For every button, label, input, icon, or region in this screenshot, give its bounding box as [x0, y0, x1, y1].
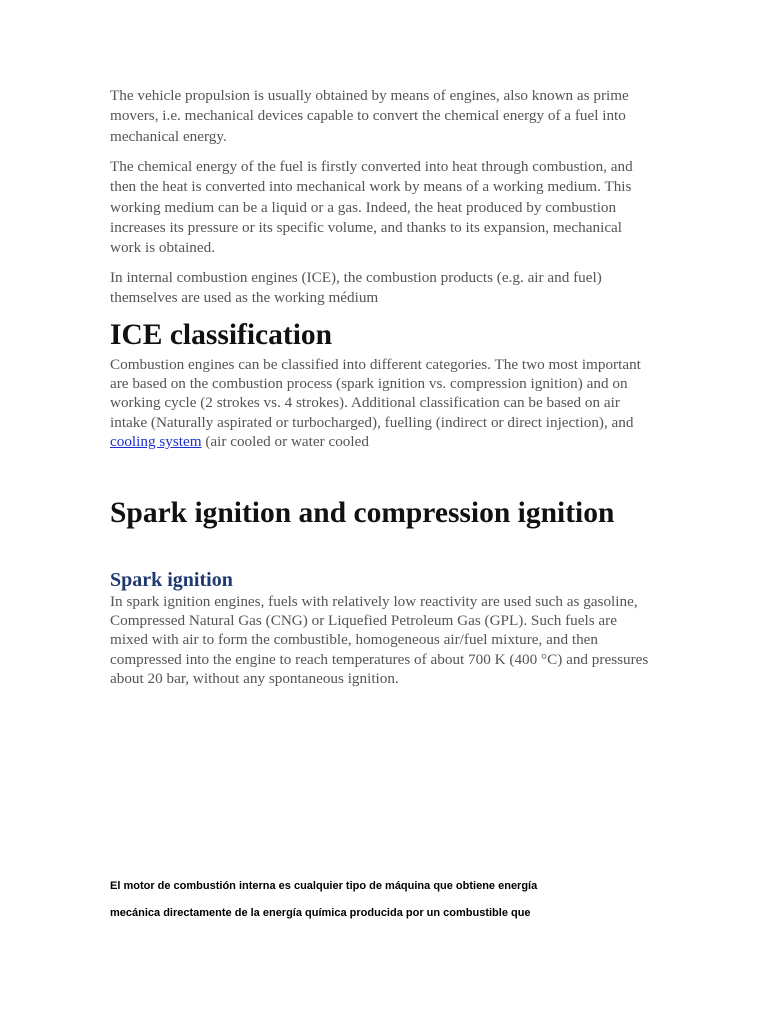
- ice-classification-text-end: (air cooled or water cooled: [201, 432, 369, 450]
- ice-classification-paragraph: [110, 355, 655, 451]
- ice-classification-heading: ICE classification: [110, 319, 333, 351]
- intro-paragraph-3: In internal combustion engines (ICE), the combustion products (e.g. air and fuel) themselves are used as the working médium: [110, 269, 602, 307]
- cooling-system-link[interactable]: cooling system: [110, 432, 202, 450]
- spark-compression-heading: Spark ignition and compression ignition: [110, 497, 615, 529]
- spanish-line-1: El motor de combustión interna es cualquier tipo de máquina que obtiene energía: [110, 880, 538, 892]
- spark-ignition-subheading: Spark ignition: [110, 569, 233, 591]
- intro-paragraph-1: The vehicle propulsion is usually obtained by means of engines, also known as prime movers, i.e. mechanical devices capable to convert the chemical energy of a fuel into mechanical energy.: [110, 87, 629, 145]
- ice-classification-text: Combustion engines can be classified into different categories. The two most important are based on the combustion process (spark ignition vs. compression ignition) and on working cycle (2 strokes vs. 4 strokes). Additional classification can be based on air intake (Naturally aspirated or turbocharged), fuelling (indirect or direct injection), and: [110, 356, 641, 431]
- spark-ignition-paragraph: In spark ignition engines, fuels with relatively low reactivity are used such as gasoline, Compressed Natural Gas (CNG) or Liquefied Petroleum Gas (GPL). Such fuels are mixed with air to form the combustible, homogeneous air/fuel mixture, and then compressed into the engine to reach temperatures of about 700 K (400 °C) and pressures about 20 bar, without any spontaneous ignition.: [110, 593, 649, 687]
- spanish-line-2: mecánica directamente de la energía química producida por un combustible que: [110, 907, 531, 919]
- intro-paragraph-2: The chemical energy of the fuel is firstly converted into heat through combustion, and then the heat is converted into mechanical work by means of a working medium. This working medium can be a liquid or a gas. Indeed, the heat produced by combustion increases its pressure or its specific volume, and thanks to its expansion, mechanical work is obtained.: [110, 158, 633, 257]
